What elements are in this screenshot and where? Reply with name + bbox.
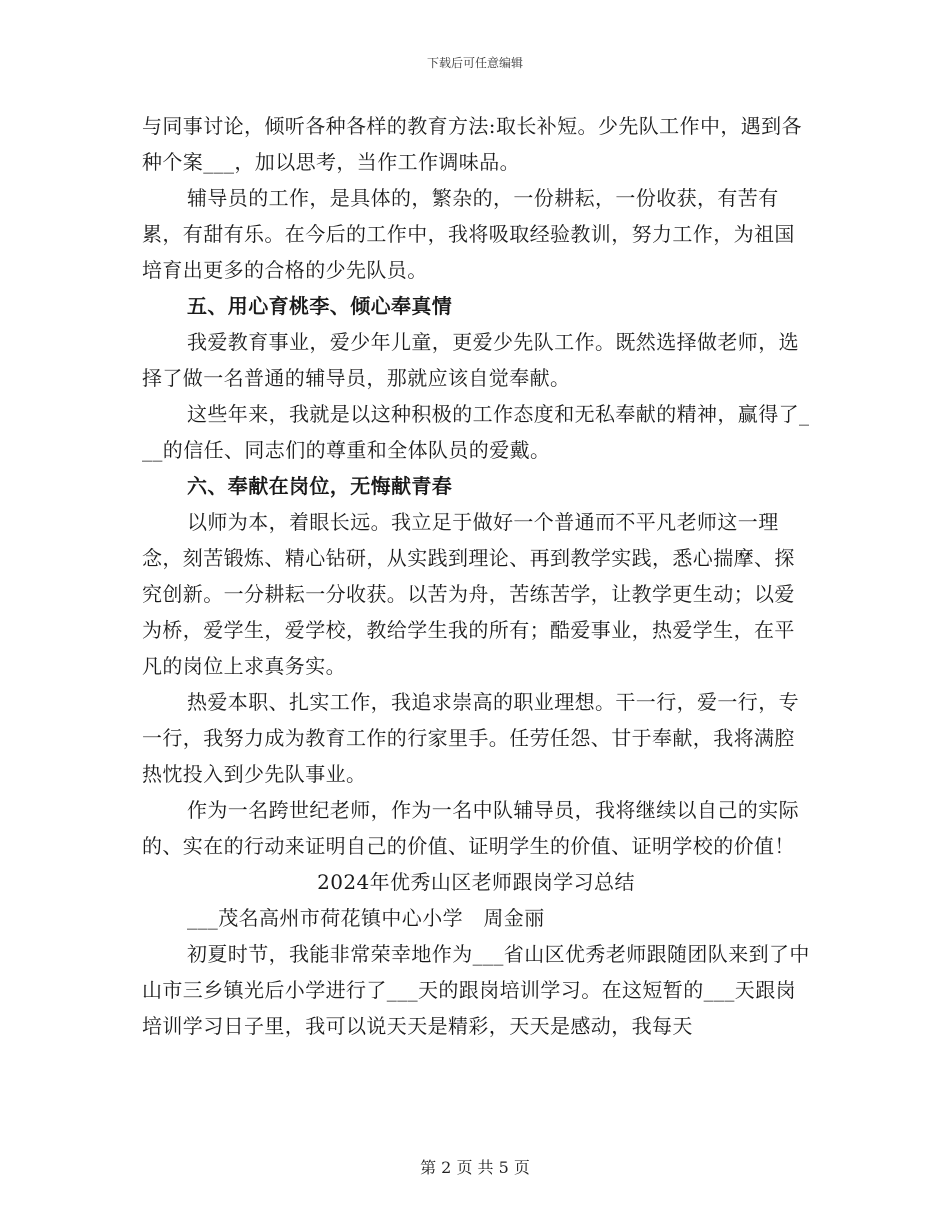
author-line: ___茂名高州市荷花镇中心小学 周金丽 [187,906,545,930]
section-heading-5: 五、用心育桃李、倾心奉真情 [187,294,453,318]
paragraph-7: 作为一名跨世纪老师，作为一名中队辅导员，我将继续以自己的实际的、实在的行动来证明自己的价值、证明学生的价值、证明学校的价值！ [142,798,799,858]
page-footer: 第 2 页 共 5 页 [420,1158,530,1177]
paragraph-8: 初夏时节，我能非常荣幸地作为___省山区优秀老师跟随团队来到了中山市三乡镇光后小学进行了___天的跟岗培训学习。在这短暂的___天跟岗培训学习日子里，我可以说天天是精彩，天天是感动，我每天 [142,942,810,1038]
page-header: 下载后可任意编辑 [426,56,523,70]
paragraph-6: 热爱本职、扎实工作，我追求崇高的职业理想。干一行，爱一行，专一行，我努力成为教育工作的行家里手。任劳任怨、甘于奉献，我将满腔热忱投入到少先队事业。 [142,690,799,786]
paragraph-3: 我爱教育事业，爱少年儿童，更爱少先队工作。既然选择做老师，选择了做一名普通的辅导员，那就应该自觉奉献。 [142,330,799,390]
paragraph-4: 这些年来，我就是以这种积极的工作态度和无私奉献的精神，赢得了___的信任、同志们的尊重和全体队员的爱戴。 [142,402,810,462]
article-title: 2024年优秀山区老师跟岗学习总结 [317,870,635,894]
section-heading-6: 六、奉献在岗位，无悔献青春 [187,474,453,498]
paragraph-1: 与同事讨论，倾听各种各样的教育方法:取长补短。少先队工作中，遇到各种个案___，加以思考，当作工作调味品。 [142,114,802,174]
paragraph-2: 辅导员的工作，是具体的，繁杂的，一份耕耘，一份收获，有苦有累，有甜有乐。在今后的工作中，我将吸取经验教训，努力工作，为祖国培育出更多的合格的少先队员。 [142,186,795,282]
paragraph-5: 以师为本，着眼长远。我立足于做好一个普通而不平凡老师这一理念，刻苦锻炼、精心钻研，从实践到理论、再到教学实践，悉心揣摩、探究创新。一分耕耘一分收获。以苦为舟，苦练苦学，让教学更生动；以爱为桥，爱学生，爱学校，教给学生我的所有；酷爱事业，热爱学生，在平凡的岗位上求真务实。 [142,510,795,678]
document-body [142,108,810,1044]
